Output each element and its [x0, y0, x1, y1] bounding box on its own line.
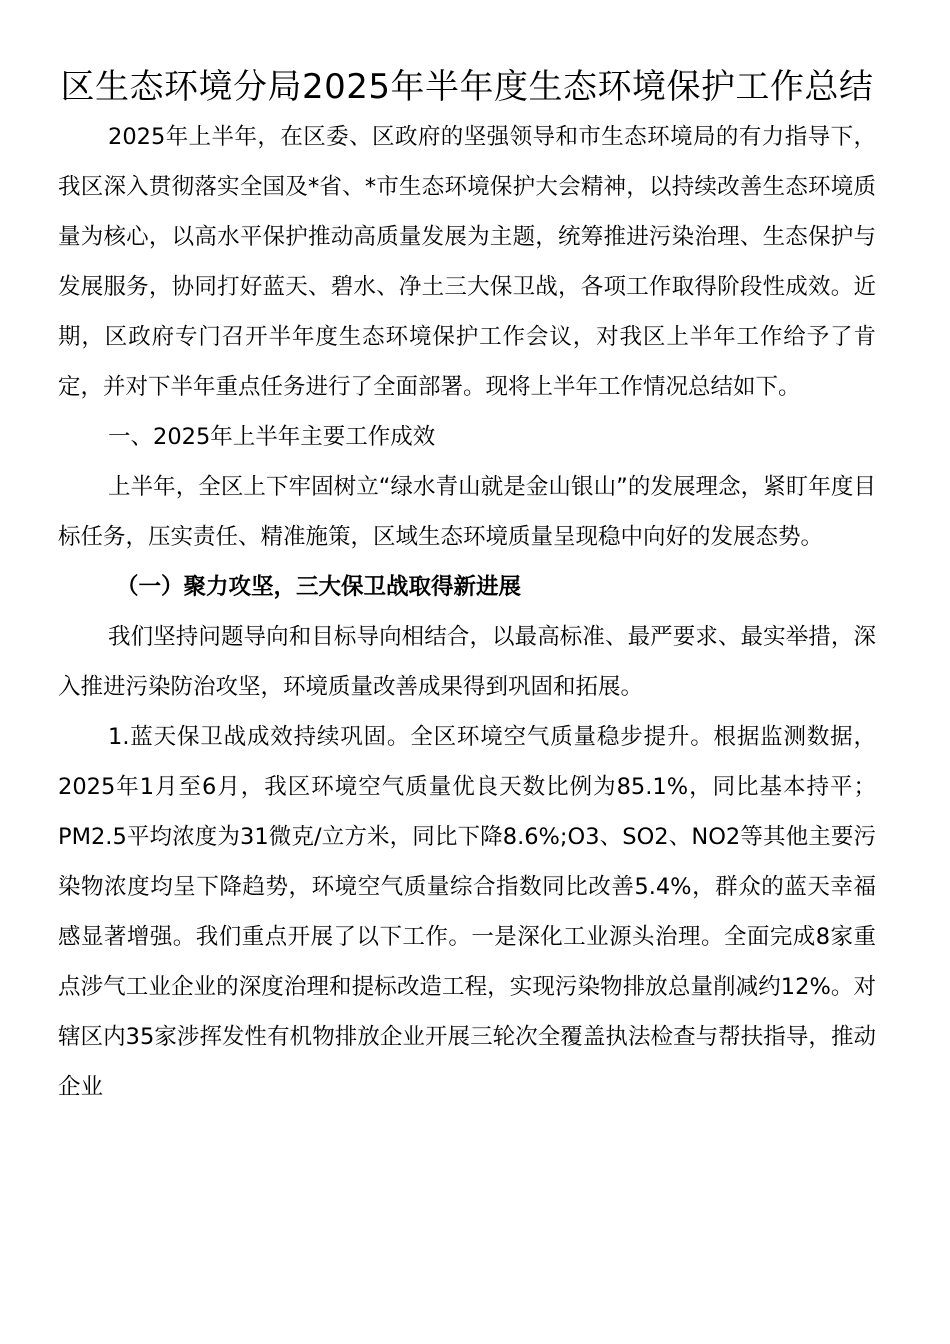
subsection-body-paragraph: 我们坚持问题导向和目标导向相结合，以最高标准、最严要求、最实举措，深入推进污染防治攻坚，环境质量改善成果得到巩固和拓展。 — [58, 624, 876, 700]
document-title: 区生态环境分局2025年半年度生态环境保护工作总结 — [60, 67, 874, 107]
section-body-paragraph: 上半年，全区上下牢固树立“绿水青山就是金山银山”的发展理念，紧盯年度目标任务，压实责任、精准施策，区域生态环境质量呈现稳中向好的发展态势。 — [58, 474, 876, 550]
blue-sky-item-paragraph: 1.蓝天保卫战成效持续巩固。全区环境空气质量稳步提升。根据监测数据，2025年1月至6月，我区环境空气质量优良天数比例为85.1%，同比基本持平；PM2.5平均浓度为31微克/立方米，同比下降8.6%;O3、SO2、NO2等其他主要污染物浓度均呈下降趋势，环境空气质量综合指数同比改善5.4%，群众的蓝天幸福感显著增强。我们重点开展了以下工作。一是深化工业源头治理。全面完成8家重点涉气工业企业的深度治理和提标改造工程，实现污染物排放总量削减约12%。对辖区内35家涉挥发性有机物排放企业开展三轮次全覆盖执法检查与帮扶指导，推动企业 — [58, 724, 876, 1100]
section-heading-achievements: 一、2025年上半年主要工作成效 — [108, 424, 436, 450]
intro-paragraph: 2025年上半年，在区委、区政府的坚强领导和市生态环境局的有力指导下，我区深入贯彻落实全国及*省、*市生态环境保护大会精神，以持续改善生态环境质量为核心，以高水平保护推动高质量发展为主题，统筹推进污染治理、生态保护与发展服务，协同打好蓝天、碧水、净土三大保卫战，各项工作取得阶段性成效。近期，区政府专门召开半年度生态环境保护工作会议，对我区上半年工作给予了肯定，并对下半年重点任务进行了全面部署。现将上半年工作情况总结如下。 — [58, 124, 876, 400]
subsection-heading-three-battles: （一）聚力攻坚，三大保卫战取得新进展 — [116, 574, 522, 600]
